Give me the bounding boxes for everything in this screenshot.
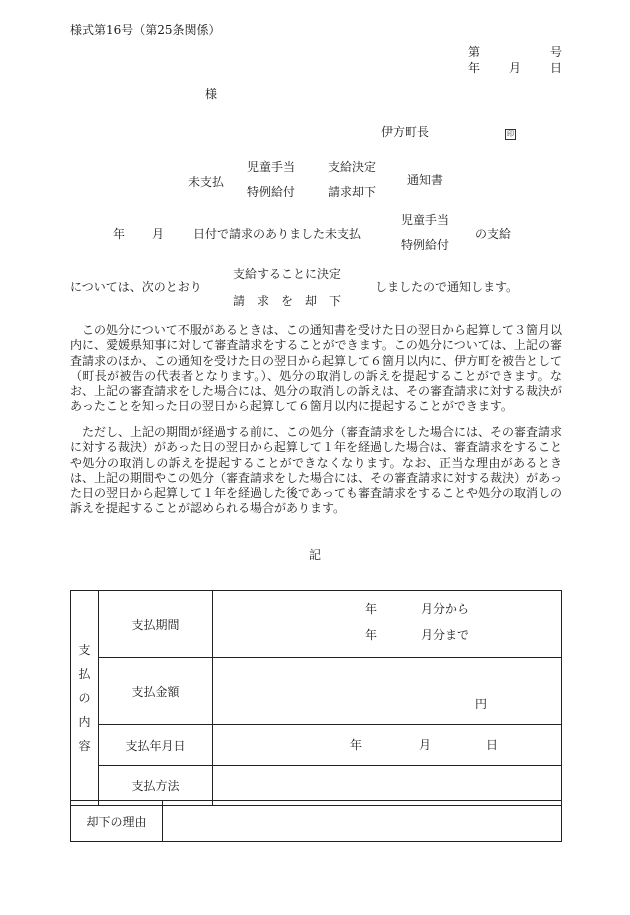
title-type-tokurei-kyufu: 特例給付 [247, 185, 296, 199]
period-from-month: 月分から [421, 602, 470, 616]
rejection-reason-table [70, 800, 562, 842]
row-payment-period [71, 591, 562, 658]
issuer-name: 伊方町長 [381, 125, 430, 139]
doc-date-year: 年 [468, 61, 481, 75]
period-to-year: 年 [365, 628, 378, 642]
doc-date-month: 月 [509, 61, 522, 75]
payment-period-value[interactable] [213, 591, 562, 658]
period-from-year: 年 [365, 602, 378, 616]
payment-date-month: 月 [419, 738, 432, 752]
payment-detail-table [70, 590, 562, 806]
payment-date-day: 日 [486, 738, 499, 752]
doc-number-dai: 第 [468, 45, 481, 59]
ki-heading: 記 [309, 548, 322, 562]
rejection-reason-label: 却下の理由 [71, 801, 163, 842]
payment-date-year: 年 [350, 738, 363, 752]
row-payment-date [71, 725, 562, 766]
payment-date-label: 支払年月日 [99, 725, 213, 766]
period-to-month: 月分まで [421, 628, 470, 642]
payment-amount-label: 支払金額 [99, 658, 213, 725]
rejection-reason-value[interactable] [163, 801, 562, 842]
seal-mark [505, 126, 516, 140]
section-label-payment-content: 支 払 の 内 容 [71, 591, 99, 806]
payment-amount-value[interactable] [213, 658, 562, 725]
title-decision-seikyu-kyakka: 請求却下 [328, 185, 377, 199]
seal-stamp-icon: 印 [507, 130, 514, 138]
addressee-suffix: 様 [205, 87, 218, 101]
title-suffix: 通知書 [407, 173, 444, 187]
line1-type-jidou-teate: 児童手当 [401, 213, 450, 227]
title-prefix: 未支払 [188, 175, 225, 189]
amount-unit-yen: 円 [475, 697, 488, 711]
line1-month: 月 [152, 227, 165, 241]
form-number: 様式第16号（第25条関係） [70, 23, 221, 37]
line1-year: 年 [113, 227, 126, 241]
line1-suffix: の支給 [475, 227, 512, 241]
payment-date-value[interactable] [213, 725, 562, 766]
appeal-notice-paragraph-1: この処分について不服があるときは、この通知書を受けた日の翌日から起算して３箇月以内に、愛媛県知事に対して審査請求をすることができます。この処分については、上記の審査請求のほか、この通知を受けた日の翌日から起算して６箇月以内に、伊方町を被告として（町長が被告の代表者となります。）、処分の取消しの訴えを提起することができます。なお、上記の審査請求をした場合には、処分の取消しの訴えは、その審査請求に対する裁決があったことを知った日の翌日から起算して６箇月以内に提起することができます。 [70, 323, 563, 414]
line2-option-kyakka: 請 求 を 却 下 [233, 294, 342, 308]
doc-number-go: 号 [550, 45, 563, 59]
line1-type-tokurei-kyufu: 特例給付 [401, 238, 450, 252]
row-payment-amount [71, 658, 562, 725]
line2-option-kettei: 支給することに決定 [233, 267, 342, 281]
payment-period-label: 支払期間 [99, 591, 213, 658]
line1-middle: 日付で請求のありました未支払 [193, 227, 362, 241]
title-type-jidou-teate: 児童手当 [247, 160, 296, 174]
doc-date-day: 日 [550, 61, 563, 75]
title-decision-shikyu-kettei: 支給決定 [328, 160, 377, 174]
line2-prefix: については、次のとおり [70, 280, 202, 294]
payment-method-label: 支払方法 [99, 766, 213, 806]
row-rejection-reason [71, 801, 562, 842]
line2-suffix: しましたので通知します。 [375, 280, 519, 294]
appeal-notice-paragraph-2: ただし、上記の期間が経過する前に、この処分（審査請求をした場合には、その審査請求に対する裁決）があった日の翌日から起算して１年を経過した場合は、審査請求をすることや処分の取消しの訴えを提起することができなくなります。なお、正当な理由があるときは、上記の期間やこの処分（審査請求をした場合には、その審査請求に対する裁決）があった日の翌日から起算して１年を経過した後であっても審査請求をすることや処分の取消しの訴えを提起することが認められる場合があります。 [70, 425, 563, 516]
